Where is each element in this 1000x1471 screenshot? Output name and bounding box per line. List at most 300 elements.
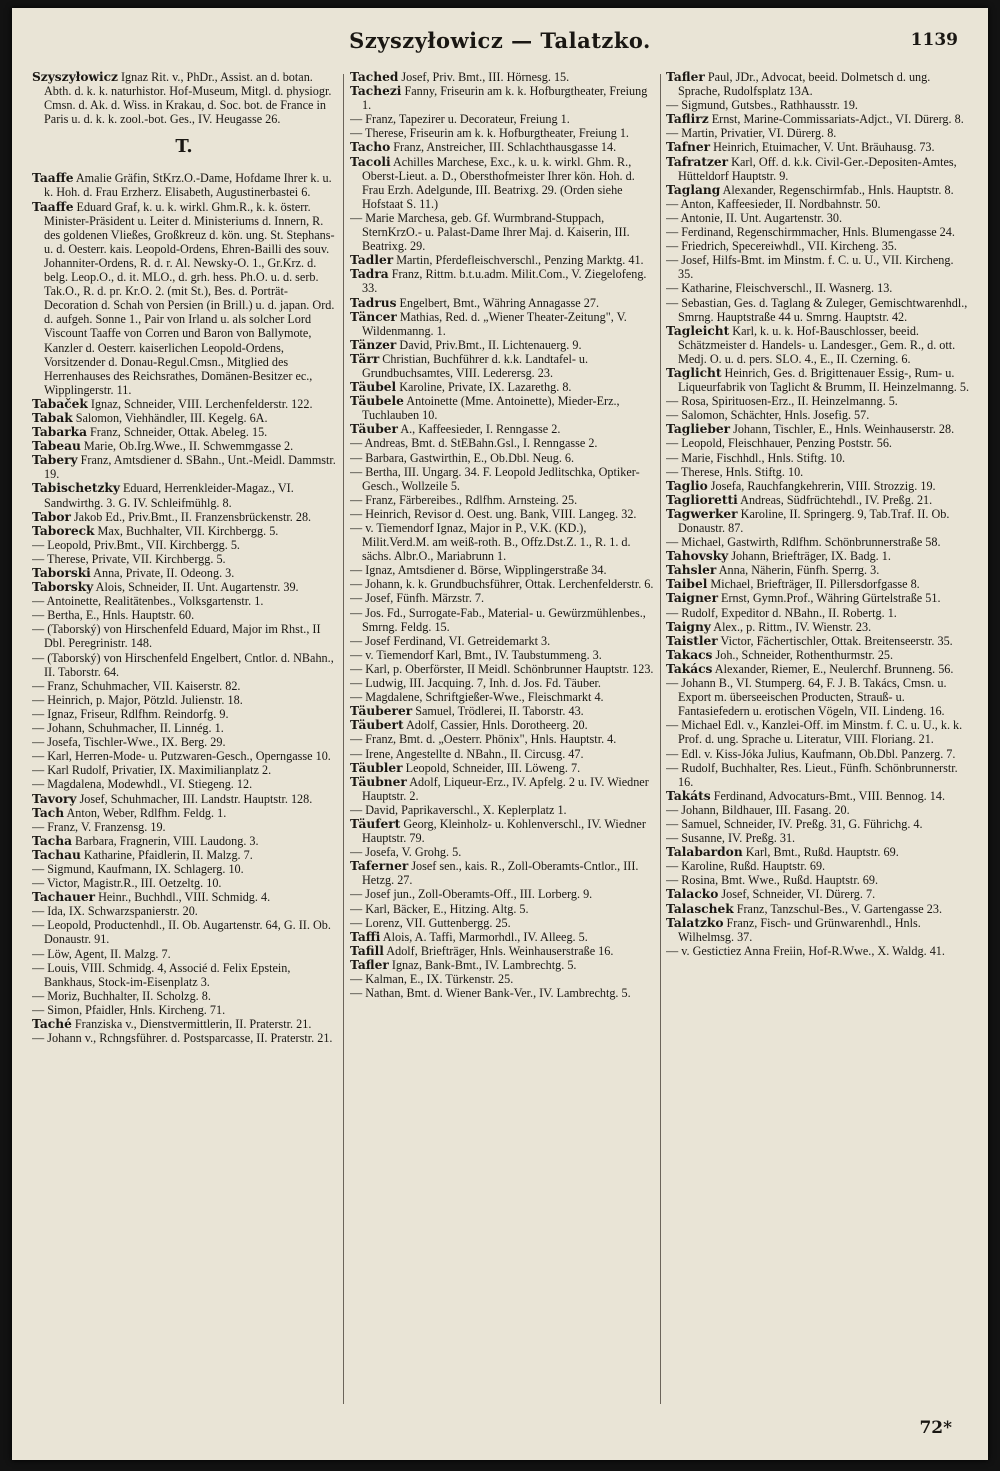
- directory-entry: [666, 549, 970, 563]
- directory-entry: [350, 507, 654, 521]
- directory-entry: [666, 408, 970, 422]
- directory-entry: [32, 200, 336, 397]
- directory-entry: [32, 918, 336, 946]
- entry-details: Alex., p. Rittm., IV. Wienstr. 23.: [710, 619, 872, 634]
- entry-details: — Sebastian, Ges. d. Taglang & Zuleger, Gemischtwarenhdl., Smrng. Hauptstraße 44 u. Smrng. Hauptstr. 42.: [666, 295, 968, 324]
- directory-entry: [350, 126, 654, 140]
- entry-surname: Tabeau: [32, 439, 81, 454]
- entry-surname: Takáts: [666, 788, 711, 803]
- entry-details: — Susanne, IV. Preßg. 31.: [666, 831, 796, 846]
- entry-surname: Taborski: [32, 566, 91, 580]
- column-2: [350, 70, 654, 1410]
- entry-surname: Taibel: [666, 577, 708, 592]
- entry-details: Leopold, Schneider, III. Löweng. 7.: [402, 760, 581, 775]
- directory-entry: [666, 606, 970, 620]
- directory-entry: [350, 338, 654, 352]
- entry-surname: Tafler: [350, 957, 389, 972]
- entry-details: Georg, Kleinholz- u. Kohlenverschl., IV. Wiedner Hauptstr. 79.: [362, 816, 646, 846]
- entry-surname: Taglio: [666, 478, 708, 493]
- entry-details: — Andreas, Bmt. d. StEBahn.Gsl., I. Renngasse 2.: [350, 436, 598, 451]
- entry-surname: Tärr: [350, 351, 380, 366]
- entry-details: Paul, JDr., Advocat, beeid. Dolmetsch d. ung. Sprache, Rudolfsplatz 13A.: [678, 70, 931, 99]
- entry-details: Ignaz, Bank-Bmt., IV. Lambrechtg. 5.: [388, 957, 577, 972]
- directory-entry: [666, 761, 970, 789]
- directory-entry: [350, 944, 654, 958]
- directory-entry: [32, 411, 336, 425]
- entry-details: Ernst, Gymn.Prof., Währing Gürtelstraße 51.: [718, 591, 941, 606]
- directory-entry: [32, 70, 336, 126]
- entry-details: Alois, A. Taffi, Marmorhdl., IV. Alleeg. 5.: [380, 929, 588, 944]
- entry-details: Alexander, Riemer, E., Neulerchf. Brunneng. 56.: [712, 661, 954, 676]
- directory-entry: [32, 580, 336, 594]
- entry-surname: Talaschek: [666, 901, 734, 916]
- page-number: 1139: [910, 30, 958, 50]
- entry-details: — Ferdinand, Regenschirmmacher, Hnls. Blumengasse 24.: [666, 225, 955, 240]
- entry-details: Franz, Tanzschul-Bes., V. Gartengasse 23.: [733, 901, 942, 916]
- entry-details: Eduard, Herrenkleider-Magaz., VI. Sandwirthg. 3. G. IV. Schleifmühlg. 8.: [44, 481, 294, 510]
- directory-entry: [350, 747, 654, 761]
- entry-details: — Sigmund, Kaufmann, IX. Schlagerg. 10.: [32, 861, 244, 876]
- directory-entry: [32, 453, 336, 481]
- directory-entry: [350, 817, 654, 845]
- entry-surname: Taboreck: [32, 523, 95, 538]
- entry-details: — Nathan, Bmt. d. Wiener Bank-Ver., IV. Lambrechtg. 5.: [350, 986, 631, 1001]
- entry-details: Adolf, Briefträger, Hnls. Weinhauserstraße 16.: [383, 943, 614, 958]
- directory-entry: [666, 747, 970, 761]
- directory-entry: [666, 211, 970, 225]
- directory-entry: [350, 761, 654, 775]
- directory-entry: [666, 902, 970, 916]
- directory-entry: [32, 947, 336, 961]
- directory-entry: [32, 806, 336, 820]
- entry-details: — Moriz, Buchhalter, II. Scholzg. 8.: [32, 988, 211, 1003]
- entry-details: — Josef, Fünfh. Märzstr. 7.: [350, 591, 485, 606]
- entry-details: — David, Paprikaverschl., X. Keplerplatz 1.: [350, 802, 567, 817]
- entry-details: Antoinette (Mme. Antoinette), Mieder-Erz., Tuchlauben 10.: [362, 394, 620, 423]
- directory-entry: [666, 225, 970, 239]
- directory-entry: [32, 707, 336, 721]
- entry-details: Franziska v., Dienstvermittlerin, II. Praterstr. 21.: [71, 1017, 312, 1031]
- directory-entry: [350, 84, 654, 112]
- entry-details: Karl, Off. d. k.k. Civil-Ger.-Depositen-Amtes, Hütteldorf Hauptstr. 9.: [678, 154, 957, 183]
- entry-details: Alois, Schneider, II. Unt. Augartenstr. 39.: [93, 580, 299, 595]
- entry-details: — Johann, Bildhauer, III. Fasang. 20.: [666, 802, 850, 817]
- section-letter: T.: [175, 136, 193, 158]
- entry-details: Jakob Ed., Priv.Bmt., II. Franzensbrückenstr. 28.: [70, 509, 312, 524]
- entry-surname: Talatzko: [666, 915, 724, 930]
- entry-details: Josef, Schneider, VI. Dürerg. 7.: [718, 887, 876, 902]
- entry-surname: Tadra: [350, 267, 389, 282]
- entry-surname: Tahovsky: [666, 549, 729, 564]
- entry-surname: Tabaček: [32, 396, 88, 411]
- directory-entry: [666, 803, 970, 817]
- directory-entry: [666, 479, 970, 493]
- directory-entry: [350, 718, 654, 732]
- entry-details: — Leopold, Fleischhauer, Penzing Poststr. 56.: [666, 436, 892, 451]
- directory-entry: [666, 465, 970, 479]
- entry-details: Josef, Priv. Bmt., III. Hörnesg. 15.: [398, 70, 570, 84]
- directory-entry: [666, 155, 970, 183]
- entry-surname: Szyszyłowicz: [32, 70, 118, 84]
- entry-details: — Rosa, Spirituosen-Erz., II. Heinzelmanng. 5.: [666, 394, 898, 409]
- directory-entry: [32, 777, 336, 791]
- entry-surname: Tabarka: [32, 425, 87, 440]
- entry-details: — Josef jun., Zoll-Oberamts-Off., III. Lorberg. 9.: [350, 887, 593, 902]
- entry-surname: Tagwerker: [666, 506, 738, 521]
- directory-entry: [666, 507, 970, 535]
- entry-details: — Antonie, II. Unt. Augartenstr. 30.: [666, 210, 843, 225]
- directory-entry: [666, 620, 970, 634]
- directory-entry: [350, 958, 654, 972]
- entry-surname: Täubele: [350, 394, 404, 409]
- directory-entry: [666, 916, 970, 944]
- entry-surname: Tadler: [350, 253, 394, 268]
- entry-details: — Franz, V. Franzensg. 19.: [32, 819, 166, 834]
- directory-entry: [32, 510, 336, 524]
- entry-details: Victor, Fächertischler, Ottak. Breitenseerstr. 35.: [717, 633, 953, 648]
- directory-entry: [350, 70, 654, 84]
- directory-entry: [666, 324, 970, 366]
- entry-details: — Therese, Friseurin am k. k. Hofburgtheater, Freiung 1.: [350, 126, 629, 141]
- directory-entry: [32, 749, 336, 763]
- directory-entry: [666, 676, 970, 718]
- entry-details: — Johann v., Rchngsführer. d. Postsparcasse, II. Praterstr. 21.: [32, 1031, 333, 1046]
- entry-details: — Leopold, Priv.Bmt., VII. Kirchbergg. 5.: [32, 537, 240, 552]
- entry-surname: Tabor: [32, 509, 71, 524]
- entry-details: Engelbert, Bmt., Währing Annagasse 27.: [396, 295, 599, 310]
- entry-surname: Tacoli: [350, 154, 391, 169]
- entry-surname: Täncer: [350, 309, 397, 324]
- entry-surname: Tafill: [350, 943, 384, 958]
- directory-entry: [350, 690, 654, 704]
- directory-entry: [666, 451, 970, 465]
- directory-entry: [350, 112, 654, 126]
- directory-entry: [350, 493, 654, 507]
- directory-entry: [350, 606, 654, 634]
- directory-entry: [666, 662, 970, 676]
- entry-details: — Jos. Fd., Surrogate-Fab., Material- u. Gewürzmühlenbes., Smrng. Feldg. 15.: [350, 605, 646, 634]
- directory-entry: [666, 535, 970, 549]
- entry-surname: Tachauer: [32, 890, 96, 905]
- entry-details: — Franz, Färbereibes., Rdlfhm. Arnsteing. 25.: [350, 492, 578, 507]
- entry-surname: Tabischetzky: [32, 481, 120, 496]
- entry-details: — Therese, Private, VII. Kirchbergg. 5.: [32, 551, 226, 566]
- entry-details: David, Priv.Bmt., II. Lichtenauerg. 9.: [396, 337, 582, 352]
- entry-surname: Taigner: [666, 591, 718, 606]
- directory-entry: [32, 397, 336, 411]
- entry-surname: Täubert: [350, 718, 404, 733]
- entry-details: Anna, Private, II. Odeong. 3.: [90, 566, 235, 580]
- entry-details: — Heinrich, p. Major, Pötzld. Julienstr. 18.: [32, 692, 243, 707]
- entry-surname: Takács: [666, 661, 713, 676]
- directory-entry: [32, 1017, 336, 1031]
- directory-entry: [666, 887, 970, 901]
- entry-details: — v. Tiemendorf Karl, Bmt., IV. Taubstummeng. 3.: [350, 647, 602, 662]
- entry-surname: Taigny: [666, 619, 711, 634]
- entry-details: Franz, Amtsdiener d. SBahn., Unt.-Meidl. Dammstr. 19.: [44, 453, 336, 482]
- entry-details: Franz, Schneider, Ottak. Abeleg. 15.: [86, 425, 268, 440]
- directory-entry: [32, 876, 336, 890]
- entry-surname: Tached: [350, 70, 399, 84]
- entry-surname: Tabery: [32, 453, 78, 468]
- entry-details: — Franz, Schuhmacher, VII. Kaiserstr. 82.: [32, 678, 241, 693]
- directory-entry: [32, 820, 336, 834]
- entry-details: — Barbara, Gastwirthin, E., Ob.Dbl. Neug. 6.: [350, 450, 575, 465]
- directory-entry: [32, 481, 336, 509]
- entry-surname: Tacha: [32, 833, 72, 848]
- directory-entry: [666, 831, 970, 845]
- entry-details: Franz, Anstreicher, III. Schlachthausgasse 14.: [390, 140, 617, 155]
- directory-entry: [32, 439, 336, 453]
- directory-entry: [666, 126, 970, 140]
- column-1: [32, 70, 336, 1410]
- entry-details: — Karl, Herren-Mode- u. Putzwaren-Gesch., Operngasse 10.: [32, 749, 331, 764]
- entry-details: — Katharine, Fleischverschl., II. Wasnerg. 13.: [666, 281, 893, 296]
- entry-details: — Bertha, III. Ungarg. 34. F. Leopold Jedlitschka, Optiker-Gesch., Wollzeile 5.: [350, 464, 640, 493]
- column-rule: [660, 74, 661, 1404]
- entry-details: Salomon, Viehhändler, III. Kegelg. 6A.: [72, 410, 268, 425]
- directory-entry: [32, 608, 336, 622]
- directory-entry: [666, 634, 970, 648]
- entry-surname: Taaffe: [32, 171, 74, 186]
- entry-details: Josef, Schuhmacher, III. Landstr. Hauptstr. 128.: [76, 791, 313, 806]
- entry-details: Heinrich, Etuimacher, V. Unt. Bräuhausg. 73.: [710, 140, 935, 155]
- directory-entry: [32, 552, 336, 566]
- directory-entry: [350, 436, 654, 450]
- directory-entry: [32, 1031, 336, 1045]
- entry-surname: Tadrus: [350, 295, 397, 310]
- entry-surname: Tacho: [350, 140, 391, 155]
- directory-entry: [666, 197, 970, 211]
- directory-entry: [666, 70, 970, 98]
- directory-entry: [32, 763, 336, 777]
- directory-entry: [350, 732, 654, 746]
- entry-details: — Leopold, Productenhdl., II. Ob. Augartenstr. 64, G. II. Ob. Donaustr. 91.: [32, 918, 331, 947]
- directory-entry: [350, 140, 654, 154]
- directory-entry: [350, 972, 654, 986]
- entry-details: — (Taborský) von Hirschenfeld Engelbert, Cntlor. d. NBahn., II. Taborstr. 64.: [32, 650, 334, 679]
- directory-entry: [32, 721, 336, 735]
- entry-details: Fanny, Friseurin am k. k. Hofburgtheater, Freiung 1.: [362, 84, 648, 113]
- directory-entry: [32, 594, 336, 608]
- entry-details: — Löw, Agent, II. Malzg. 7.: [32, 946, 171, 961]
- entry-details: — Johann B., VI. Stumperg. 64, F. J. B. Takács, Cmsn. u. Export m. überseeischen Producten, Strauß- u. Fantasiefedern u. erotischen Vögeln, VII. Lindeng. 16.: [666, 676, 947, 719]
- entry-details: — Franz, Bmt. d. „Oesterr. Phönix", Hnls. Hauptstr. 4.: [350, 732, 617, 747]
- directory-entry: [666, 140, 970, 154]
- entry-surname: Täubel: [350, 380, 397, 395]
- directory-entry: [350, 451, 654, 465]
- entry-details: — (Taborský) von Hirschenfeld Eduard, Major im Rhst., II Dbl. Peregrinistr. 148.: [32, 622, 321, 651]
- entry-details: — v. Gestictiez Anna Freiin, Hof-R.Wwe., X. Waldg. 41.: [666, 943, 945, 958]
- entry-surname: Tabak: [32, 410, 73, 425]
- directory-entry: [32, 693, 336, 707]
- directory-entry: [350, 563, 654, 577]
- entry-details: Martin, Pferdefleischverschl., Penzing Marktg. 41.: [393, 253, 644, 268]
- directory-entry: [350, 155, 654, 211]
- entry-details: Barbara, Fragnerin, VIII. Laudong. 3.: [71, 833, 259, 848]
- entry-details: Alexander, Regenschirmfab., Hnls. Hauptstr. 8.: [720, 182, 954, 197]
- entry-details: — Karl, p. Oberförster, II Meidl. Schönbrunner Hauptstr. 123.: [350, 661, 654, 676]
- entry-details: — Victor, Magistr.R., III. Oetzeltg. 10.: [32, 876, 222, 891]
- entry-details: Katharine, Pfaidlerin, II. Malzg. 7.: [80, 847, 253, 862]
- directory-entry: [32, 989, 336, 1003]
- entry-details: Karoline, II. Springerg. 9, Tab.Traf. II. Ob. Donaustr. 87.: [678, 506, 950, 535]
- directory-entry: [666, 183, 970, 197]
- entry-details: Eduard Graf, k. u. k. wirkl. Ghm.R., k. k. österr. Minister-Präsident u. Leiter d. Ministeriums d. Innern, R. des goldenen Vließes, Großkreuz d. kön. ung. St. Stephans- u. d. Oesterr. kais. Leopold-Ordens, Ehren-Bailli des souv. Johanniter-Ordens, R. d. r. Al. Newsky-O. 1., Gr.Krz. d. belg. Leop.O., d. it. MLO., d. grh. hess. Ph.O. u. d. serb. Tak.O., R. d. pr. Kr.O. 2. (mit St.), Bes. d. Porträt-Decoration d. Schah von Persien (in Brill.) u. d. japan. Ord. d. aufgeh. Sonne 1., Pair von Irland u. als solcher Lord Viscount Taaffe von Corren und Baron von Ballymote, Kanzler d. Oesterr. kaiserlichen Leopold-Ordens, Vorsitzender d. Donau-Regul.Cmsn., Mitglied des Herrenhauses des Reichsrathes, Domänen-Besitzer ec., Wipplingerstr. 11.: [44, 199, 335, 397]
- directory-entry: [32, 848, 336, 862]
- entry-details: — Josef Ferdinand, VI. Getreidemarkt 3.: [350, 633, 551, 648]
- directory-entry: [32, 1003, 336, 1017]
- columns: [32, 70, 970, 1410]
- entry-surname: Tafner: [666, 140, 711, 155]
- directory-entry: [350, 521, 654, 563]
- directory-entry: [350, 704, 654, 718]
- directory-entry: [350, 930, 654, 944]
- entry-details: Marie, Ob.Irg.Wwe., II. Schwemmgasse 2.: [80, 439, 294, 454]
- directory-entry: [666, 944, 970, 958]
- entry-details: Andreas, Südfrüchtehdl., IV. Preßg. 21.: [737, 492, 933, 507]
- directory-entry: [32, 890, 336, 904]
- entry-details: Ignaz, Schneider, VIII. Lerchenfelderstr. 122.: [87, 396, 313, 411]
- entry-details: Heinr., Buchhdl., VIII. Schmidg. 4.: [95, 890, 271, 905]
- directory-entry: [666, 366, 970, 394]
- entry-surname: Tachau: [32, 847, 81, 862]
- entry-details: Adolf, Liqueur-Erz., IV. Apfelg. 2 u. IV. Wiedner Hauptstr. 2.: [362, 774, 649, 803]
- entry-details: Franz, Rittm. b.t.u.adm. Milit.Com., V. Ziegelofeng. 33.: [362, 267, 647, 296]
- entry-details: — Kalman, E., IX. Türkenstr. 25.: [350, 972, 514, 986]
- directory-entry: [350, 775, 654, 803]
- directory-entry: [32, 679, 336, 693]
- entry-details: Josef sen., kais. R., Zoll-Oberamts-Cntlor., III. Hetzg. 27.: [362, 859, 639, 888]
- entry-details: Adolf, Cassier, Hnls. Dorotheerg. 20.: [403, 718, 588, 733]
- directory-entry: [32, 622, 336, 650]
- directory-entry: [350, 845, 654, 859]
- entry-details: Johann, Briefträger, IX. Badg. 1.: [728, 549, 891, 564]
- entry-details: — Heinrich, Revisor d. Oest. ung. Bank, VIII. Langeg. 32.: [350, 506, 637, 521]
- directory-entry: [350, 859, 654, 887]
- entry-surname: Taflirz: [666, 112, 709, 127]
- directory-entry: [350, 310, 654, 338]
- entry-details: — Louis, VIII. Schmidg. 4, Associé d. Felix Epstein, Bankhaus, Stock-im-Eisenplatz 3.: [32, 960, 291, 989]
- entry-details: — Bertha, E., Hnls. Hauptstr. 60.: [32, 608, 195, 623]
- entry-details: — Marie Marchesa, geb. Gf. Wurmbrand-Stuppach, SternKrzO.- u. Palast-Dame Ihrer Maj. d. Kaiserin, III. Beatrixg. 29.: [350, 210, 630, 254]
- directory-entry: [666, 591, 970, 605]
- entry-details: Johann, Tischler, E., Hnls. Weinhauserstr. 28.: [730, 422, 955, 437]
- entry-details: Christian, Buchführer d. k.k. Landtafel- u. Grundbuchsamtes, VIII. Lederersg. 23.: [362, 351, 589, 380]
- entry-details: — Josefa, V. Grohg. 5.: [350, 845, 462, 860]
- entry-details: Ignaz Rit. v., PhDr., Assist. an d. botan. Abth. d. k. k. naturhistor. Hof-Museum, Mitgl. d. physiogr. Cmsn. d. Ak. d. Wiss. in Krakau, d. Soc. bot. de France in Paris u. d. k. k. zool.-bot. Ges., IV. Heugasse 26.: [44, 70, 332, 127]
- entry-surname: Täuberer: [350, 704, 413, 719]
- column-3: [666, 70, 970, 1410]
- directory-entry: [32, 538, 336, 552]
- directory-entry: [350, 253, 654, 267]
- directory-entry: [666, 281, 970, 295]
- entry-details: — Irene, Angestellte d. NBahn., II. Circusg. 47.: [350, 746, 584, 761]
- entry-details: — Rudolf, Buchhalter, Res. Lieut., Fünfh. Schönbrunnerstr. 16.: [666, 760, 958, 789]
- directory-entry: [666, 239, 970, 253]
- entry-details: — Rosina, Bmt. Wwe., Rußd. Hauptstr. 69.: [666, 873, 879, 888]
- entry-details: — Ignaz, Amtsdiener d. Börse, Wipplingerstraße 34.: [350, 563, 607, 578]
- entry-surname: Tavory: [32, 791, 77, 806]
- column-rule: [343, 74, 344, 1404]
- entry-details: — Sigmund, Gutsbes., Rathhausstr. 19.: [666, 98, 858, 113]
- entry-details: Ernst, Marine-Commissariats-Adjct., VI. Dürerg. 8.: [708, 112, 964, 127]
- entry-details: Ferdinand, Advocaturs-Bmt., VIII. Bennog. 14.: [710, 788, 945, 803]
- directory-entry: [350, 211, 654, 253]
- entry-surname: Taistler: [666, 633, 718, 648]
- entry-details: — Magdalena, Modewhdl., VI. Stiegeng. 12.: [32, 777, 253, 792]
- directory-entry: [32, 735, 336, 749]
- directory-entry: [666, 98, 970, 112]
- running-title: Szyszyłowicz — Talatzko.: [349, 28, 651, 53]
- directory-entry: [666, 563, 970, 577]
- directory-entry: [666, 577, 970, 591]
- entry-surname: Täuber: [350, 422, 398, 437]
- entry-details: — Marie, Fischhdl., Hnls. Stiftg. 10.: [666, 450, 846, 465]
- entry-surname: Taglang: [666, 182, 721, 197]
- entry-details: A., Kaffeesieder, I. Renngasse 2.: [397, 422, 561, 437]
- entry-surname: Täubner: [350, 774, 407, 789]
- entry-details: Achilles Marchese, Exc., k. u. k. wirkl. Ghm. R., Oberst-Lieut. a. D., Obersthofmeister Ihrer kön. Hoh. d. Frau Erzh. Adelgunde, III. Beatrixg. 29. (Orden siehe Hofstaat S. 11.): [362, 154, 635, 211]
- entry-details: — Rudolf, Expeditor d. NBahn., II. Robertg. 1.: [666, 605, 897, 620]
- directory-entry: [350, 902, 654, 916]
- directory-entry: [666, 873, 970, 887]
- entry-details: — Josef, Hilfs-Bmt. im Minstm. f. C. u. U., VII. Kircheng. 35.: [666, 253, 954, 282]
- entry-details: — Ignaz, Friseur, Rdlfhm. Reindorfg. 9.: [32, 706, 229, 721]
- entry-details: Joh., Schneider, Rothenthurmstr. 25.: [712, 647, 894, 662]
- entry-surname: Taaffe: [32, 199, 74, 214]
- entry-details: — Anton, Kaffeesieder, II. Nordbahnstr. 50.: [666, 196, 881, 211]
- directory-entry: [666, 789, 970, 803]
- entry-details: Amalie Gräfin, StKrz.O.-Dame, Hofdame Ihrer k. u. k. Hoh. d. Frau Erzherz. Elisabeth, Augustinerbastei 6.: [44, 171, 332, 200]
- entry-surname: Tachezi: [350, 84, 402, 99]
- entry-details: — Antoinette, Realitätenbes., Volksgartenstr. 1.: [32, 594, 264, 609]
- directory-entry: [350, 986, 654, 1000]
- entry-details: — Michael Edl. v., Kanzlei-Off. im Minstm. f. C. u. U., k. k. Prof. d. ung. Sprache u. Literatur, VIII. Floriang. 21.: [666, 718, 963, 747]
- entry-details: — Simon, Pfaidler, Hnls. Kircheng. 71.: [32, 1002, 226, 1017]
- directory-entry: [350, 380, 654, 394]
- directory-entry: [350, 676, 654, 690]
- directory-page: [12, 8, 988, 1460]
- directory-entry: [350, 465, 654, 493]
- entry-details: — Franz, Tapezirer u. Decorateur, Freiung 1.: [350, 112, 570, 127]
- entry-surname: Taglioretti: [666, 492, 738, 507]
- directory-entry: [32, 524, 336, 538]
- directory-entry: [350, 296, 654, 310]
- directory-entry: [350, 662, 654, 676]
- directory-entry: [350, 648, 654, 662]
- entry-details: — Edl. v. Kiss-Jóka Julius, Kaufmann, Ob.Dbl. Panzerg. 7.: [666, 746, 956, 761]
- entry-details: — Ludwig, III. Jacquing. 7, Inh. d. Jos. Fd. Täuber.: [350, 676, 601, 691]
- entry-surname: Tach: [32, 805, 65, 820]
- entry-surname: Tahsler: [666, 563, 717, 578]
- entry-details: — v. Tiemendorf Ignaz, Major in P., V.K. (KD.), Milit.Verd.M. am weiß-roth. B., Offz.Dst.Z. 1., R. 1. d. sächs. Albr.O., Mariabrunn 1.: [350, 521, 631, 564]
- directory-entry: [666, 253, 970, 281]
- entry-details: — Martin, Privatier, VI. Dürerg. 8.: [666, 126, 837, 141]
- directory-entry: [350, 352, 654, 380]
- directory-entry: [350, 916, 654, 930]
- entry-details: — Michael, Gastwirth, Rdlfhm. Schönbrunnerstraße 58.: [666, 535, 941, 550]
- entry-surname: Talacko: [666, 887, 719, 902]
- entry-details: Karl, Bmt., Rußd. Hauptstr. 69.: [742, 845, 899, 860]
- directory-entry: [666, 817, 970, 831]
- entry-details: — Karl Rudolf, Privatier, IX. Maximilianplatz 2.: [32, 763, 272, 778]
- directory-entry: [666, 112, 970, 126]
- entry-details: — Magdalene, Schriftgießer-Wwe., Fleischmarkt 4.: [350, 690, 604, 705]
- directory-entry: [666, 422, 970, 436]
- entry-details: — Karl, Bäcker, E., Hitzing. Altg. 5.: [350, 901, 529, 916]
- entry-details: Samuel, Trödlerei, II. Taborstr. 43.: [412, 704, 584, 719]
